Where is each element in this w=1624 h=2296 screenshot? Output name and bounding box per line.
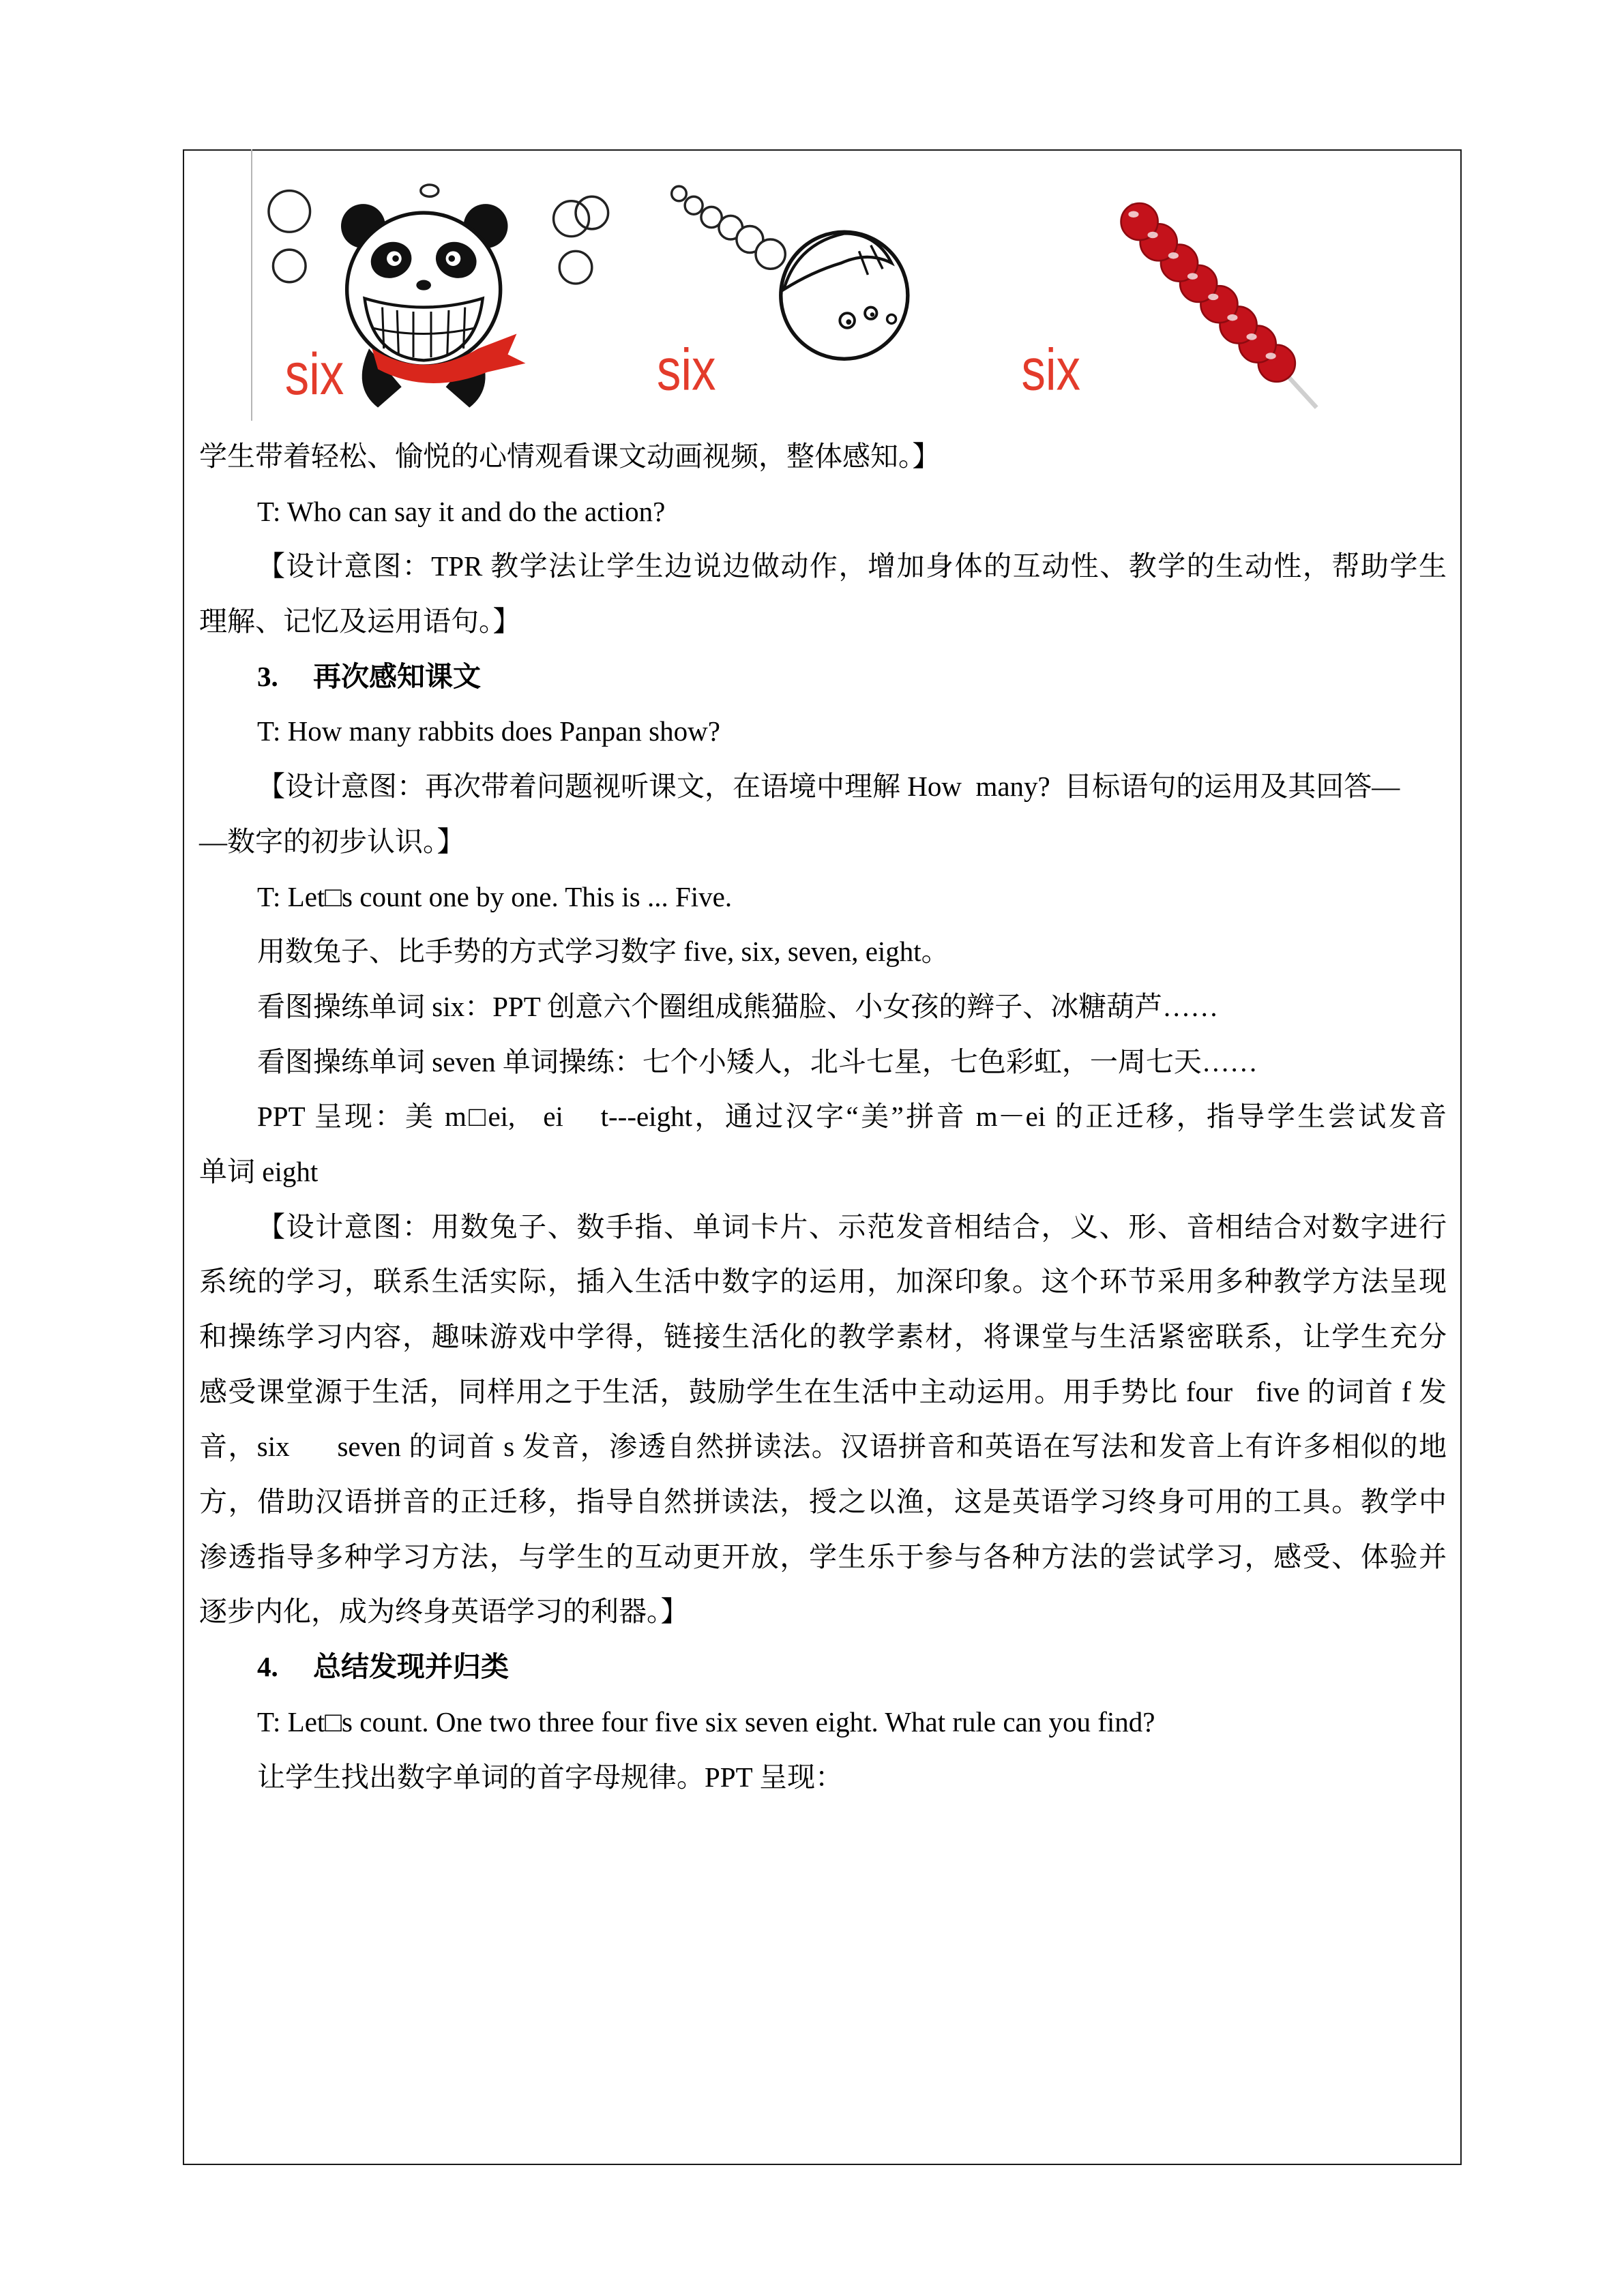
paragraph-line: 让学生找出数字单词的首字母规律。PPT 呈现： <box>257 1761 844 1793</box>
circle-6 <box>559 251 592 284</box>
circle-2 <box>273 250 306 282</box>
design-note-line: 理解、记忆及运用语句。】 <box>199 606 521 638</box>
teacher-question: T: How many rabbits does Panpan show? <box>257 715 720 747</box>
section-heading-4 <box>199 1639 1447 1695</box>
design-note-line: 感受课堂源于生活，同样用之于生活，鼓励学生在生活中主动运用。用手势比 four five 的词首 f 发 <box>199 1375 1447 1407</box>
design-note-line: 【设计意图：TPR 教学法让学生边说边做动作，增加身体的互动性、教学的生动性，帮助学生 <box>257 550 1447 582</box>
girl-braid-circles <box>672 186 786 269</box>
number-six-illustrations <box>251 149 1350 428</box>
design-note-line: 渗透指导多种学习方法，与学生的互动更开放，学生乐于参与各种方法的尝试学习，感受、体验并 <box>199 1540 1447 1572</box>
fruit-highlight <box>1147 232 1157 239</box>
teacher-prompt: T: Let□s count one by one. This is ... Five. <box>257 880 733 912</box>
tooth-line <box>397 310 398 355</box>
panda-pupil-left <box>392 255 399 262</box>
braid-circle-1 <box>672 186 687 201</box>
section-title: 再次感知课文 <box>313 660 481 692</box>
circle-3 <box>421 185 439 196</box>
fruit-highlight <box>1168 252 1179 259</box>
paragraph-line: PPT 呈现：美 m□ei, ei t---eight，通过汉字“美”拼音 m－ei 的正迁移，指导学生尝试发音 <box>257 1101 1447 1133</box>
design-note-line: —数字的初步认识。】 <box>199 825 465 857</box>
paragraph-line: 看图操练单词 seven 单词操练：七个小矮人，北斗七星，七色彩虹，一周七天…… <box>257 1045 1258 1077</box>
panda-pupil-right <box>449 255 456 262</box>
design-note-line: 和操练学习内容，趣味游戏中学得，链接生活化的教学素材，将课堂与生活紧密联系，让学生充分 <box>199 1321 1447 1352</box>
tanghulu-illustration <box>1021 203 1316 408</box>
tooth-line <box>464 308 465 349</box>
six-label-girl: six <box>657 337 716 403</box>
circle-4 <box>554 201 589 237</box>
design-note-line: 【设计意图：再次带着问题视听课文，在语境中理解 How many? 目标语句的运用及其回答— <box>257 771 1400 803</box>
circle-5 <box>576 196 608 229</box>
tooth-line <box>447 310 449 355</box>
panda-illustration <box>269 185 608 408</box>
circle-1 <box>269 191 310 233</box>
girl-pupil-right <box>870 312 874 316</box>
lesson-body <box>199 429 1447 1804</box>
design-note-line: 【设计意图：用数兔子、数手指、单词卡片、示范发音相结合，义、形、音相结合对数字进行 <box>257 1210 1447 1242</box>
design-note-line: 音，six seven 的词首 s 发音，渗透自然拼读法。汉语拼音和英语在写法和发音上有许多相似的地 <box>199 1431 1447 1463</box>
teacher-question: T: Who can say it and do the action? <box>257 495 666 527</box>
section-title: 总结发现并归类 <box>313 1651 509 1683</box>
six-label-tanghulu: six <box>1021 337 1081 403</box>
braid-circle-6 <box>756 239 785 269</box>
fruit-highlight <box>1246 333 1256 340</box>
paragraph-line: 学生带着轻松、愉悦的心情观看课文动画视频，整体感知。】 <box>199 441 941 472</box>
fruit-highlight <box>1128 211 1138 218</box>
paragraph-line: 看图操练单词 six：PPT 创意六个圈组成熊猫脸、小女孩的辫子、冰糖葫芦…… <box>257 990 1219 1022</box>
panda-nose <box>416 280 431 290</box>
section-heading-3 <box>199 649 1447 704</box>
design-note-line: 逐步内化，成为终身英语学习的利器。】 <box>199 1596 689 1628</box>
paragraph-line: 用数兔子、比手势的方式学习数字 five, six, seven, eight。 <box>257 936 949 968</box>
girl-illustration <box>657 186 908 403</box>
section-number: 4. <box>257 1651 278 1683</box>
tooth-line <box>383 308 384 349</box>
fruit-highlight <box>1227 314 1237 321</box>
six-label-panda: six <box>284 342 344 408</box>
fruit-highlight <box>1187 273 1198 280</box>
braid-circle-2 <box>685 196 703 214</box>
paragraph-line: 单词 eight <box>199 1155 319 1187</box>
teacher-question: T: Let□s count. One two three four five six seven eight. What rule can you find? <box>257 1705 1155 1738</box>
design-note-line: 方，借助汉语拼音的正迁移，指导自然拼读法，授之以渔，这是英语学习终身可用的工具。教学中 <box>199 1486 1447 1518</box>
section-number: 3. <box>257 660 278 692</box>
fruit-highlight <box>1266 353 1276 359</box>
figure-edge-line <box>251 149 252 421</box>
fruit-highlight <box>1208 294 1218 301</box>
design-note-line: 系统的学习，联系生活实际，插入生活中数字的运用，加深印象。这个环节采用多种教学方法呈现 <box>199 1266 1447 1298</box>
girl-pupil-left <box>846 319 851 325</box>
